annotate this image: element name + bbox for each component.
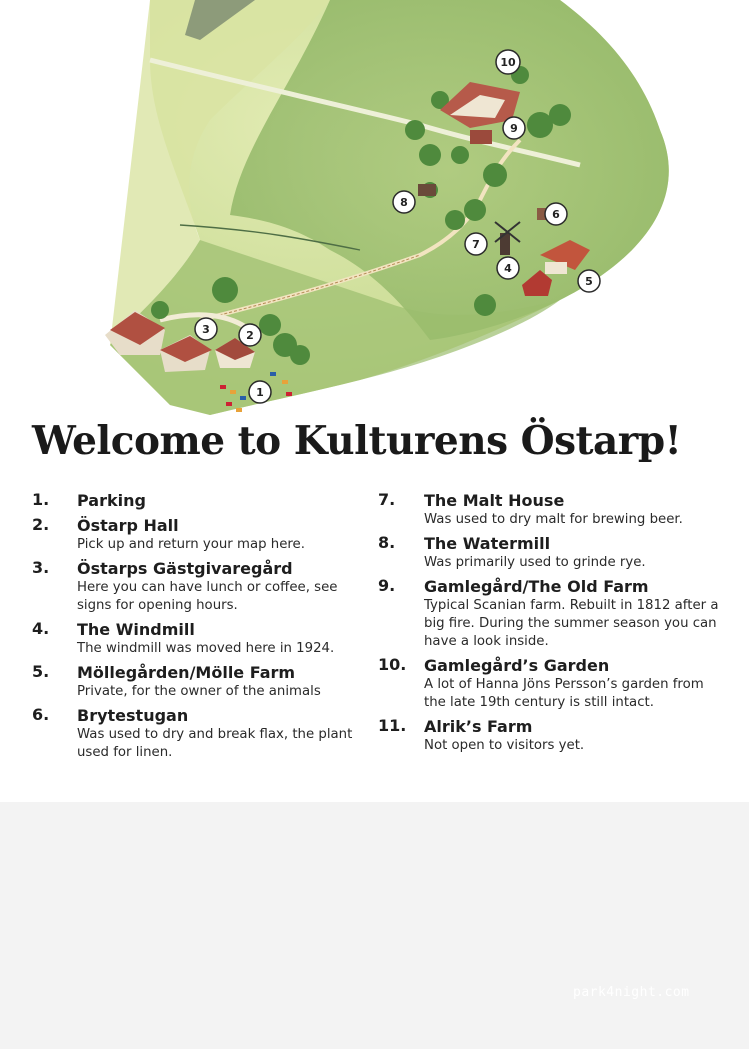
legend-item <box>32 558 362 615</box>
legend-item-description: Typical Scanian farm. Rebuilt in 1812 after a big fire. During the summer season you can have a look inside. <box>424 598 719 649</box>
watermark: park4night.com <box>573 985 690 1000</box>
legend-item-name: Parking <box>77 491 146 510</box>
map-marker-2[interactable] <box>239 324 261 346</box>
legend-item <box>32 705 362 762</box>
legend-item-description: Here you can have lunch or coffee, see signs for opening hours. <box>77 580 338 613</box>
svg-text:4: 4 <box>504 262 512 275</box>
map-marker-8[interactable] <box>393 191 415 213</box>
legend-item-description: Pick up and return your map here. <box>77 537 305 552</box>
map-marker-6[interactable] <box>545 203 567 225</box>
svg-text:1: 1 <box>256 386 264 399</box>
legend-item <box>32 515 362 554</box>
legend-item-body <box>424 655 723 712</box>
legend-item-description: Not open to visitors yet. <box>424 738 585 753</box>
map-marker-7[interactable] <box>465 233 487 255</box>
map-marker-3[interactable] <box>195 318 217 340</box>
page-title: Welcome to Kulturens Östarp! <box>32 418 682 464</box>
legend-item-description: Private, for the owner of the animals <box>77 684 321 699</box>
map-marker-4[interactable] <box>497 257 519 279</box>
legend-item-description: Was primarily used to grinde rye. <box>424 555 646 570</box>
legend-item <box>378 533 723 572</box>
legend-item-number: 11. <box>378 716 407 735</box>
legend-item <box>378 655 723 712</box>
legend-item-number: 7. <box>378 490 396 509</box>
legend-item-name: Gamlegård/The Old Farm <box>424 577 649 596</box>
legend-item-name: The Malt House <box>424 491 565 510</box>
legend-item-body <box>77 515 362 554</box>
legend-item-description: The windmill was moved here in 1924. <box>77 641 335 656</box>
legend-item-body <box>424 533 723 572</box>
legend-item <box>378 490 723 529</box>
legend-item-number: 8. <box>378 533 396 552</box>
legend-item-number: 4. <box>32 619 50 638</box>
legend-item <box>32 490 362 511</box>
legend-item-number: 6. <box>32 705 50 724</box>
map-marker-9[interactable] <box>503 117 525 139</box>
svg-text:2: 2 <box>246 329 254 342</box>
legend-left-column <box>32 490 362 766</box>
legend-item-description: Was used to dry and break flax, the plant used for linen. <box>77 727 353 760</box>
legend-item-body <box>424 576 723 651</box>
legend-item <box>378 576 723 651</box>
legend-item-number: 10. <box>378 655 407 674</box>
svg-text:7: 7 <box>472 238 480 251</box>
legend-item-number: 3. <box>32 558 50 577</box>
svg-text:9: 9 <box>510 122 518 135</box>
legend-item-name: Möllegården/Mölle Farm <box>77 663 296 682</box>
legend-item <box>378 716 723 755</box>
map-marker-1[interactable] <box>249 381 271 403</box>
legend-item-number: 1. <box>32 490 50 509</box>
legend-item <box>32 662 362 701</box>
legend-item-body <box>77 558 362 615</box>
legend-item-name: Östarp Hall <box>77 516 179 535</box>
map-marker-5[interactable] <box>578 270 600 292</box>
legend-item-body <box>77 662 362 701</box>
legend-item-body <box>424 716 723 755</box>
svg-text:10: 10 <box>500 56 516 69</box>
legend-item-number: 5. <box>32 662 50 681</box>
legend-item-body <box>77 619 362 658</box>
legend-item-name: The Watermill <box>424 534 551 553</box>
svg-text:5: 5 <box>585 275 593 288</box>
legend-item-name: Alrik’s Farm <box>424 717 533 736</box>
legend-right-column <box>378 490 723 759</box>
legend-item-number: 9. <box>378 576 396 595</box>
legend-item-description: Was used to dry malt for brewing beer. <box>424 512 683 527</box>
legend-item-body <box>77 490 362 511</box>
legend-item-name: Gamlegård’s Garden <box>424 656 610 675</box>
legend-item-number: 2. <box>32 515 50 534</box>
map-marker-10[interactable] <box>496 50 520 74</box>
illustrated-map <box>0 0 749 420</box>
svg-text:3: 3 <box>202 323 210 336</box>
legend-item-name: Östarps Gästgivaregård <box>77 559 293 578</box>
legend-item-name: Brytestugan <box>77 706 189 725</box>
legend-item-description: A lot of Hanna Jöns Persson’s garden from the late 19th century is still intact. <box>424 677 704 710</box>
svg-text:6: 6 <box>552 208 560 221</box>
legend-item-body <box>77 705 362 762</box>
legend-item <box>32 619 362 658</box>
svg-text:8: 8 <box>400 196 408 209</box>
legend-item-name: The Windmill <box>77 620 195 639</box>
legend-item-body <box>424 490 723 529</box>
